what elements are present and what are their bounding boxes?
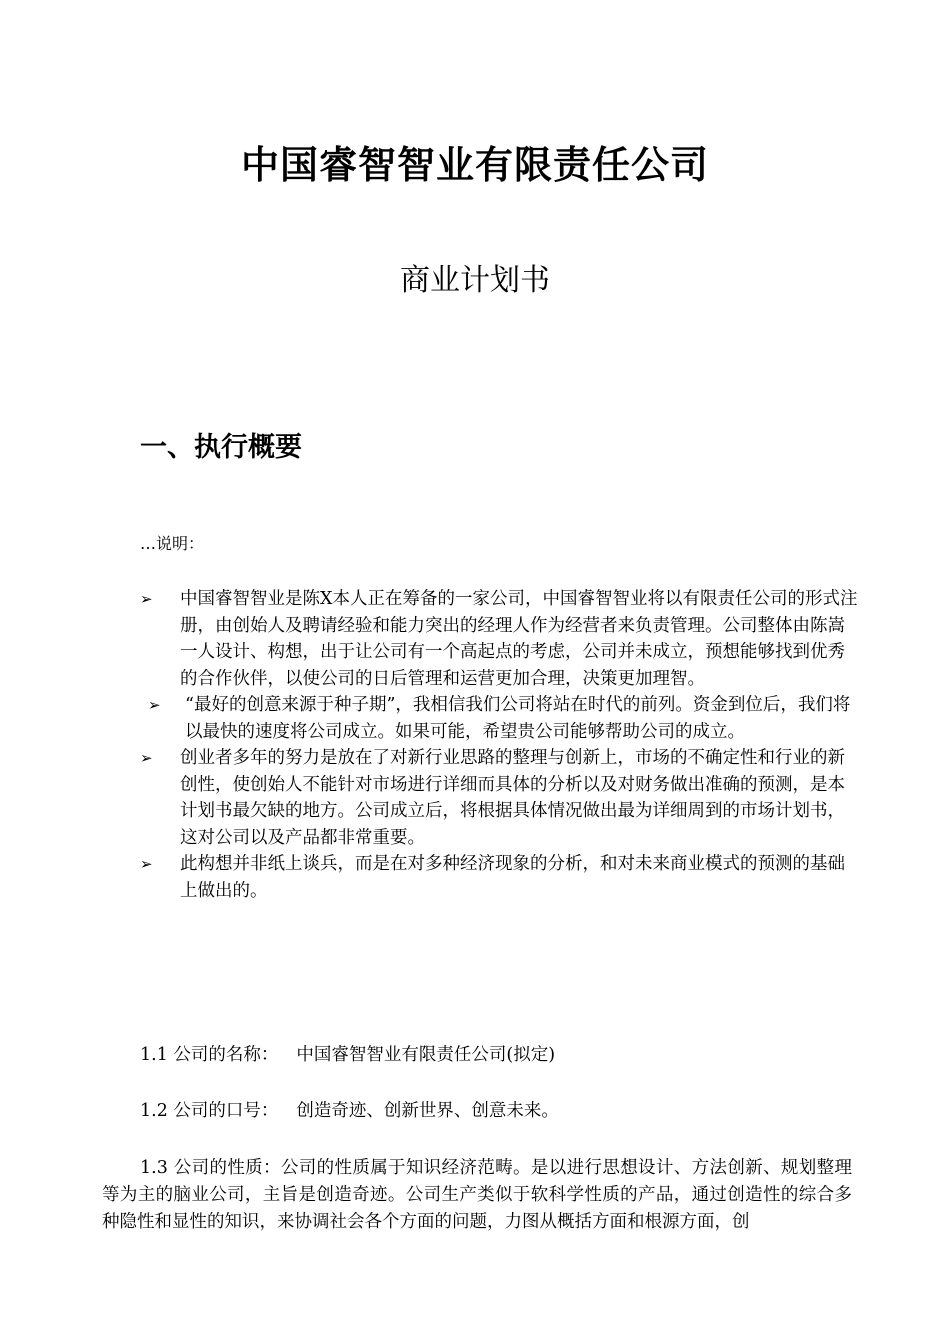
company-slogan-value: 创造奇迹、创新世界、创意未来。 [296,1101,559,1121]
bullet-text: 此构想并非纸上谈兵，而是在对多种经济现象的分析，和对未来商业模式的预测的基础上做出的。 [180,854,845,901]
company-slogan-row [140,1097,559,1122]
company-slogan-label: 1.2 公司的口号： [140,1101,279,1121]
arrow-bullet-icon: ➢ [140,855,153,873]
bullet-text: “最好的创意来源于种子期”，我相信我们公司将站在时代的前列。资金到位后，我们将以最快的速度将公司成立。如果可能，希望贵公司能够帮助公司的成立。 [185,695,851,742]
bullet-text: 中国睿智智业是陈X本人正在筹备的一家公司，中国睿智智业将以有限责任公司的形式注册，由创始人及聘请经验和能力突出的经理人作为经营者来负责管理。公司整体由陈嵩一人设计、构想，出于让公司有一个高起点的考虑，公司并未成立，预想能够找到优秀的合作伙伴，以使公司的日后管理和运营更加合理，决策更加理智。 [180,589,858,689]
list-item [0,851,852,904]
arrow-bullet-icon: ➢ [140,749,153,767]
list-item [0,586,860,692]
bullet-text: 创业者多年的努力是放在了对新行业思路的整理与创新上，市场的不确定性和行业的新创性，使创始人不能针对市场进行详细而具体的分析以及对财务做出准确的预测，是本计划书最欠缺的地方。公司成立后，将根据具体情况做出最为详细周到的市场计划书，这对公司以及产品都非常重要。 [180,748,845,848]
list-item [0,692,865,745]
arrow-bullet-icon: ➢ [140,590,153,608]
bullet-list [0,586,950,904]
list-item [0,745,852,851]
section-heading: 一、执行概要 [140,432,302,463]
company-name-label: 1.1 公司的名称： [140,1045,279,1065]
company-name-row [140,1041,555,1066]
arrow-bullet-icon: ➢ [148,696,161,714]
company-nature-paragraph: 1.3 公司的性质：公司的性质属于知识经济范畴。是以进行思想设计、方法创新、规划整理等为主的脑业公司，主旨是创造奇迹。公司生产类似于软科学性质的产品，通过创造性的综合多种隐性和显性的知识，来协调社会各个方面的问题，力图从概括方面和根源方面，创 [102,1158,853,1232]
note-label: …说明： [140,534,205,553]
document-subtitle: 商业计划书 [400,263,550,298]
document-title: 中国睿智智业有限责任公司 [240,142,709,187]
company-name-value: 中国睿智智业有限责任公司(拟定) [296,1045,556,1065]
